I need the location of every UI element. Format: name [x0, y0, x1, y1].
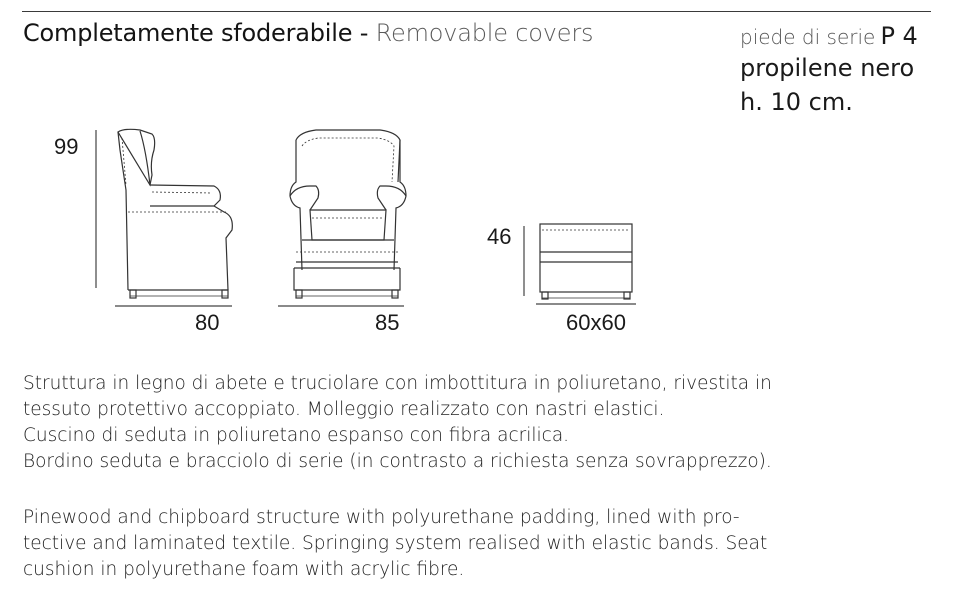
description-line: Bordino seduta e bracciolo di serie (in contrasto a richiesta senza sovrapprezzo). — [23, 451, 772, 472]
spec-label: piede di serie — [740, 25, 876, 49]
pouf-view — [524, 224, 636, 304]
spec-height: h. 10 cm. — [740, 88, 853, 116]
description-italian — [23, 371, 823, 475]
dim-size-pouf: 60x60 — [566, 310, 626, 335]
dim-width-side: 80 — [195, 310, 220, 335]
description-line: Pinewood and chipboard structure with polyurethane padding, lined with pro- — [23, 507, 740, 528]
spec-code: P 4 — [880, 22, 918, 50]
armchair-side-view — [96, 129, 232, 306]
description-line: Cuscino di seduta in poliuretano espanso con fibra acrilica. — [23, 425, 570, 446]
title-italian: Completamente sfoderabile - — [23, 19, 369, 47]
dim-width-front: 85 — [375, 310, 400, 335]
description-english — [23, 505, 823, 583]
description-line: cushion in polyurethane foam with acrylic fibre. — [23, 559, 465, 580]
dim-height-armchair: 99 — [54, 134, 79, 159]
description-line: Struttura in legno di abete e truciolare con imbottitura in poliuretano, rivestita in — [23, 373, 772, 394]
spec-material: propilene nero — [740, 54, 915, 82]
dim-height-pouf: 46 — [487, 224, 512, 249]
armchair-front-view — [278, 130, 406, 306]
description-line: tessuto protettivo accoppiato. Molleggio realizzato con nastri elastici. — [23, 399, 665, 420]
title-english: Removable covers — [375, 19, 594, 47]
description-line: tective and laminated textile. Springing system realised with elastic bands. Seat — [23, 533, 768, 554]
